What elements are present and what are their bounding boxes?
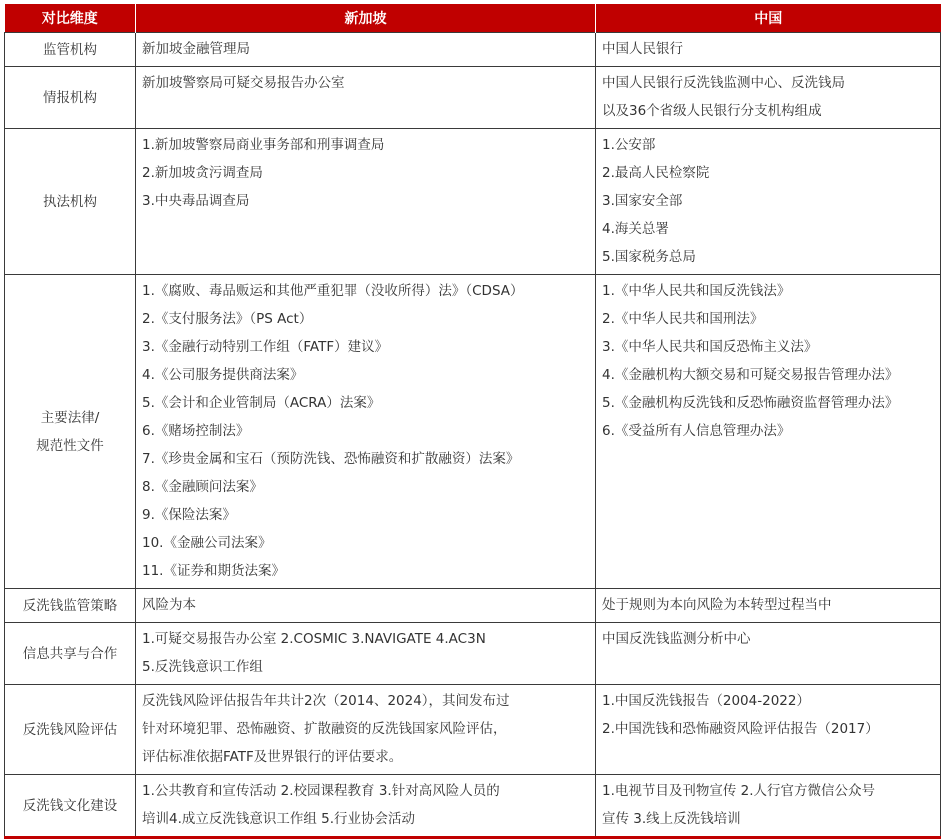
cell-line: 1.《腐败、毒品贩运和其他严重犯罪（没收所得）法》（CDSA） <box>142 283 524 299</box>
cell-line: 主要法律/ <box>40 409 100 426</box>
singapore-cell <box>136 685 596 775</box>
cell-line: 3.中央毒品调查局 <box>142 193 250 209</box>
china-cell <box>596 685 941 775</box>
cell-line: 4.《公司服务提供商法案》 <box>142 367 304 383</box>
cell-line: 反洗钱风险评估报告年共计2次（2014、2024），其间发布过 <box>142 693 510 709</box>
header-china: 中国 <box>596 4 941 33</box>
table-row <box>5 623 941 685</box>
cell-line: 4.《金融机构大额交易和可疑交易报告管理办法》 <box>602 367 899 383</box>
cell-line: 新加坡警察局可疑交易报告办公室 <box>142 75 345 91</box>
cell-line: 3.《金融行动特别工作组（FATF）建议》 <box>142 339 389 355</box>
cell-line: 规范性文件 <box>36 437 104 454</box>
header-dimension: 对比维度 <box>5 4 136 33</box>
cell-line: 8.《金融顾问法案》 <box>142 479 263 495</box>
singapore-cell <box>136 33 596 67</box>
cell-line: 宣传 3.线上反洗钱培训 <box>602 811 741 827</box>
singapore-cell <box>136 67 596 129</box>
cell-line: 6.《受益所有人信息管理办法》 <box>602 423 791 439</box>
cell-line: 反洗钱文化建设 <box>22 797 118 814</box>
cell-line: 1.公共教育和宣传活动 2.校园课程教育 3.针对高风险人员的 <box>142 783 500 799</box>
cell-line: 5.国家税务总局 <box>602 249 696 265</box>
table-row <box>5 685 941 775</box>
cell-line: 4.海关总署 <box>602 221 669 237</box>
cell-line: 中国反洗钱监测分析中心 <box>602 631 751 647</box>
cell-line: 1.公安部 <box>602 137 656 153</box>
cell-line: 风险为本 <box>142 597 196 613</box>
china-cell <box>596 589 941 623</box>
cell-line: 新加坡金融管理局 <box>142 41 250 57</box>
cell-line: 1.新加坡警察局商业事务部和刑事调查局 <box>142 137 385 153</box>
table-row <box>5 67 941 129</box>
dimension-cell <box>5 685 136 775</box>
cell-line: 1.中国反洗钱报告（2004-2022） <box>602 693 810 709</box>
header-row <box>5 4 941 33</box>
cell-line: 2.《中华人民共和国刑法》 <box>602 311 764 327</box>
table-row <box>5 33 941 67</box>
singapore-cell <box>136 275 596 589</box>
cell-line: 5.《会计和企业管制局（ACRA）法案》 <box>142 395 381 411</box>
dimension-cell <box>5 775 136 838</box>
cell-line: 处于规则为本向风险为本转型过程当中 <box>602 597 832 613</box>
cell-line: 反洗钱监管策略 <box>22 597 118 614</box>
dimension-cell <box>5 623 136 685</box>
cell-line: 1.《中华人民共和国反洗钱法》 <box>602 283 791 299</box>
cell-line: 1.电视节目及刊物宣传 2.人行官方微信公众号 <box>602 783 876 799</box>
comparison-table <box>4 4 941 839</box>
china-cell <box>596 33 941 67</box>
cell-line: 1.可疑交易报告办公室 2.COSMIC 3.NAVIGATE 4.AC3N <box>142 631 486 647</box>
china-cell <box>596 623 941 685</box>
dimension-cell <box>5 67 136 129</box>
cell-line: 培训4.成立反洗钱意识工作组 5.行业协会活动 <box>142 811 416 827</box>
header-singapore: 新加坡 <box>136 4 596 33</box>
singapore-cell <box>136 589 596 623</box>
cell-line: 5.反洗钱意识工作组 <box>142 659 263 675</box>
cell-line: 2.最高人民检察院 <box>602 165 710 181</box>
cell-line: 情报机构 <box>43 89 97 106</box>
china-cell <box>596 67 941 129</box>
cell-line: 反洗钱风险评估 <box>22 721 118 738</box>
dimension-cell <box>5 129 136 275</box>
singapore-cell <box>136 129 596 275</box>
cell-line: 11.《证券和期货法案》 <box>142 563 285 579</box>
cell-line: 信息共享与合作 <box>22 645 118 662</box>
china-cell <box>596 775 941 838</box>
cell-line: 针对环境犯罪、恐怖融资、扩散融资的反洗钱国家风险评估， <box>142 721 507 737</box>
table-body <box>5 33 941 838</box>
table-row <box>5 775 941 838</box>
cell-line: 评估标准依据FATF及世界银行的评估要求。 <box>142 749 403 765</box>
cell-line: 监管机构 <box>43 41 97 58</box>
dimension-cell <box>5 589 136 623</box>
cell-line: 2.《支付服务法》（PS Act） <box>142 311 313 327</box>
cell-line: 7.《珍贵金属和宝石（预防洗钱、恐怖融资和扩散融资）法案》 <box>142 451 520 467</box>
dimension-cell <box>5 275 136 589</box>
cell-line: 5.《金融机构反洗钱和反恐怖融资监督管理办法》 <box>602 395 899 411</box>
cell-line: 以及36个省级人民银行分支机构组成 <box>602 103 822 119</box>
cell-line: 10.《金融公司法案》 <box>142 535 272 551</box>
china-cell <box>596 129 941 275</box>
china-cell <box>596 275 941 589</box>
table-row <box>5 129 941 275</box>
table-row <box>5 589 941 623</box>
cell-line: 3.《中华人民共和国反恐怖主义法》 <box>602 339 818 355</box>
cell-line: 中国人民银行 <box>602 41 683 57</box>
cell-line: 9.《保险法案》 <box>142 507 236 523</box>
cell-line: 2.中国洗钱和恐怖融资风险评估报告（2017） <box>602 721 879 737</box>
table-row <box>5 275 941 589</box>
dimension-cell <box>5 33 136 67</box>
cell-line: 2.新加坡贪污调查局 <box>142 165 263 181</box>
cell-line: 执法机构 <box>43 193 97 210</box>
cell-line: 3.国家安全部 <box>602 193 683 209</box>
cell-line: 中国人民银行反洗钱监测中心、反洗钱局 <box>602 75 845 91</box>
singapore-cell <box>136 775 596 838</box>
cell-line: 6.《赌场控制法》 <box>142 423 250 439</box>
singapore-cell <box>136 623 596 685</box>
